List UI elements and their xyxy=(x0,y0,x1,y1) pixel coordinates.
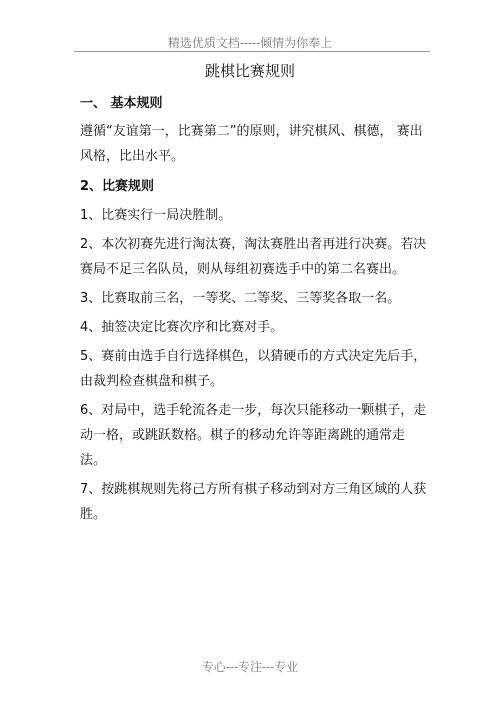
rule-item-7: 7、按跳棋规则先将己方所有棋子移动到对方三角区域的人获胜。 xyxy=(80,482,427,522)
rule-item-1: 1、比赛实行一局决胜制。 xyxy=(80,208,232,223)
section-heading-basic-rules: 一、 基本规则 xyxy=(80,96,163,111)
document-body xyxy=(80,93,430,531)
header-divider xyxy=(74,51,430,52)
rule-item-2: 2、本次初赛先进行淘汰赛，淘汰赛胜出者再进行决赛。若决赛局不足三名队员，则从每组初赛选手中的第二名赛出。 xyxy=(80,237,427,277)
section-heading-match-rules: 2、比赛规则 xyxy=(80,179,155,194)
rule-item-4: 4、抽签决定比赛次序和比赛对手。 xyxy=(80,320,284,335)
rule-item-5: 5、赛前由选手自行选择棋色，以猜硬币的方式决定先后手，由裁判检查棋盘和棋子。 xyxy=(80,349,427,389)
page-header: 精选优质文档-----倾情为你奉上 xyxy=(167,36,333,50)
document-title: 跳棋比赛规则 xyxy=(204,62,295,80)
page-footer: 专心---专注---专业 xyxy=(201,660,299,674)
rule-item-3: 3、比赛取前三名，一等奖、二等奖、三等奖各取一名。 xyxy=(80,291,401,306)
rule-item-6: 6、对局中，选手轮流各走一步，每次只能移动一颗棋子，走动一格，或跳跃数格。棋子的移动允许等距离跳的通常走法。 xyxy=(80,403,427,468)
paragraph-principle: 遵循“友谊第一，比赛第二”的原则，讲究棋风、棋德， 赛出风格，比出水平。 xyxy=(80,124,423,164)
